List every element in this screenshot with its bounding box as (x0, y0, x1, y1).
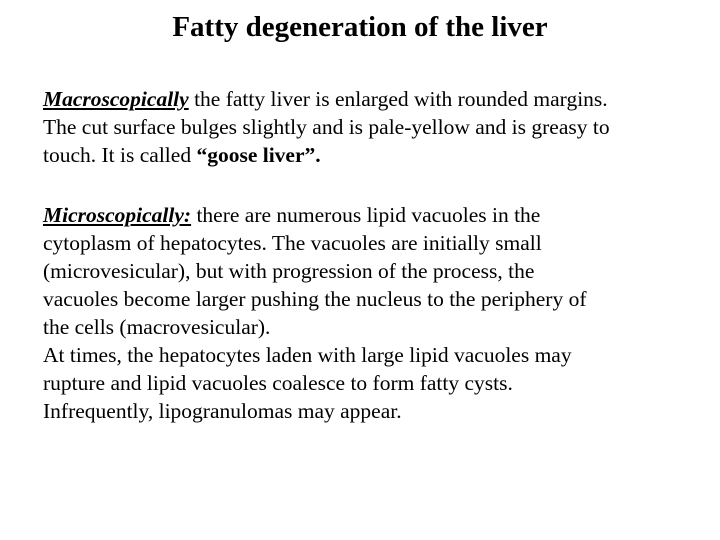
micro-line-1 (43, 201, 703, 229)
micro-line-1-text: there are numerous lipid vacuoles in the (191, 203, 541, 227)
macro-line-1-text: the fatty liver is enlarged with rounded margins. (188, 87, 608, 111)
extra-line-2: rupture and lipid vacuoles coalesce to form fatty cysts. (43, 371, 513, 395)
microscopically-heading: Microscopically: (43, 203, 192, 227)
micro-line-5: the cells (macrovesicular). (43, 315, 271, 339)
macroscopically-heading: Macroscopically (43, 87, 189, 111)
macro-line-3 (43, 141, 703, 169)
slide-title: Fatty degeneration of the liver (172, 11, 548, 43)
paragraph-spacer (43, 169, 703, 201)
macro-line-3-text: touch. It is called (43, 143, 197, 167)
extra-line-3: Infrequently, lipogranulomas may appear. (43, 399, 402, 423)
micro-line-3: (microvesicular), but with progression of the process, the (43, 259, 535, 283)
additional-paragraph (43, 341, 703, 425)
micro-line-2: cytoplasm of hepatocytes. The vacuoles are initially small (43, 231, 542, 255)
micro-line-4: vacuoles become larger pushing the nucleus to the periphery of (43, 287, 587, 311)
goose-liver-term: “goose liver”. (196, 143, 321, 167)
macro-line-1 (43, 85, 703, 113)
extra-line-1: At times, the hepatocytes laden with large lipid vacuoles may (43, 343, 572, 367)
macro-line-2: The cut surface bulges slightly and is pale-yellow and is greasy to (43, 115, 610, 139)
microscopic-paragraph (43, 201, 703, 341)
macroscopic-paragraph (43, 85, 703, 169)
slide-body (43, 85, 703, 425)
